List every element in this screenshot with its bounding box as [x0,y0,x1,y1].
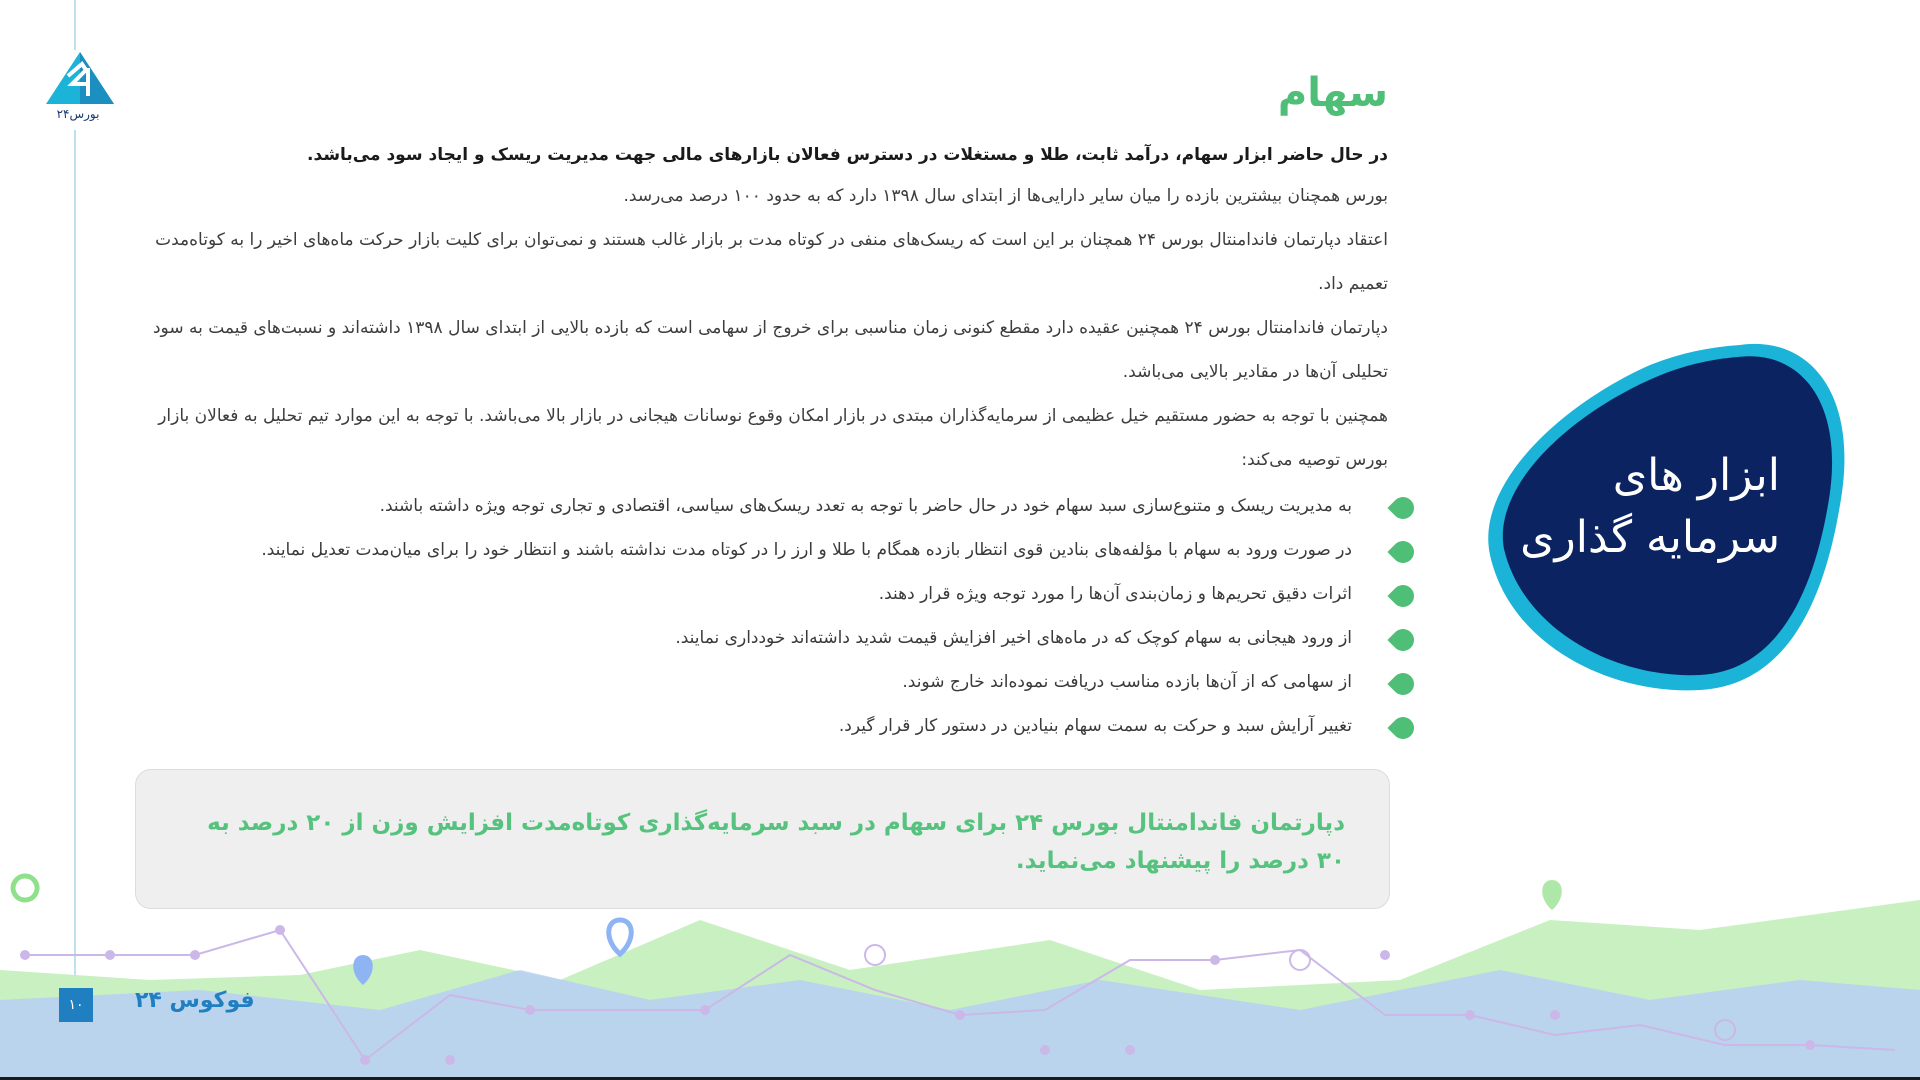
recommendation-list [130,484,1388,748]
list-item: از ورود هیجانی به سهام کوچک که در ماه‌های اخیر افزایش قیمت شدید داشته‌اند خودداری نمایند. [130,616,1388,660]
list-item: اثرات دقیق تحریم‌ها و زمان‌بندی آن‌ها را مورد توجه ویژه قرار دهند. [130,572,1388,616]
logo-mark-icon [40,50,120,110]
paragraph-4: همچنین با توجه به حضور مستقیم خیل عظیمی از سرمایه‌گذاران مبتدی در بازار امکان وقوع نوسانات هیجانی در بازار بالا می‌باشد. با توجه به این موارد تیم تحلیل به فعالان بازار بورس توصیه می‌کند: [158,406,1388,470]
list-item: در صورت ورود به سهام با مؤلفه‌های بنادین قوی انتظار بازده همگام با طلا و ارز را در کوتاه مدت نداشته باشند و انتظار خود را برای میان‌مدت تعدیل نمایند. [130,528,1388,572]
logo-caption: بورس۲۴ [56,107,100,121]
bullet-pin-icon [1387,492,1418,523]
list-item: تغییر آرایش سبد و حرکت به سمت سهام بنیادین در دستور کار قرار گیرد. [130,704,1388,748]
section-badge-title: ابزار های سرمایه گذاری [1520,450,1780,563]
paragraph-3: دپارتمان فاندامنتال بورس ۲۴ همچنین عقیده دارد مقطع کنونی زمان مناسبی برای خروج از سهامی است که بازده بالایی از ابتدای سال ۱۳۹۸ داشته‌اند و نسبت‌های قیمت به سود تحلیلی آن‌ها در مقادیر بالایی می‌باشد. [152,318,1388,382]
bullet-pin-icon [1387,580,1418,611]
page-number: ۱۰ [59,988,93,1022]
footer-brand: فوکوس ۲۴ [135,988,255,1013]
paragraph-2: اعتقاد دپارتمان فاندامنتال بورس ۲۴ همچنان بر این است که ریسک‌های منفی در کوتاه مدت بر بازار غالب هستند و نمی‌توان برای کلیت بازار حرکت ماه‌های اخیر را به کوتاه‌مدت تعمیم داد. [155,230,1388,294]
page-title: سهام [1277,70,1388,116]
recommendation-callout: دپارتمان فاندامنتال بورس ۲۴ برای سهام در سبد سرمایه‌گذاری کوتاه‌مدت افزایش وزن از ۲۰ درصد به ۳۰ درصد را پیشنهاد می‌نماید. [135,769,1390,909]
bullet-pin-icon [1387,712,1418,743]
bullet-pin-icon [1387,536,1418,567]
intro-bold-text: در حال حاضر ابزار سهام، درآمد ثابت، طلا و مستغلات در دسترس فعالان بازارهای مالی جهت مدیریت ریسک و ایجاد سود می‌باشد. [307,145,1388,165]
paragraph-1: بورس همچنان بیشترین بازده را میان سایر دارایی‌ها از ابتدای سال ۱۳۹۸ دارد که به حدود ۱۰۰ درصد می‌رسد. [623,186,1388,206]
list-item: به مدیریت ریسک و متنوع‌سازی سبد سهام خود در حال حاضر با توجه به تعدد ریسک‌های سیاسی، اقتصادی و تجاری توجه ویژه داشته باشند. [130,484,1388,528]
list-item: از سهامی که از آن‌ها بازده مناسب دریافت نموده‌اند خارج شوند. [130,660,1388,704]
footer-landscape-decoration [0,860,1920,1080]
bullet-pin-icon [1387,624,1418,655]
bullet-pin-icon [1387,668,1418,699]
